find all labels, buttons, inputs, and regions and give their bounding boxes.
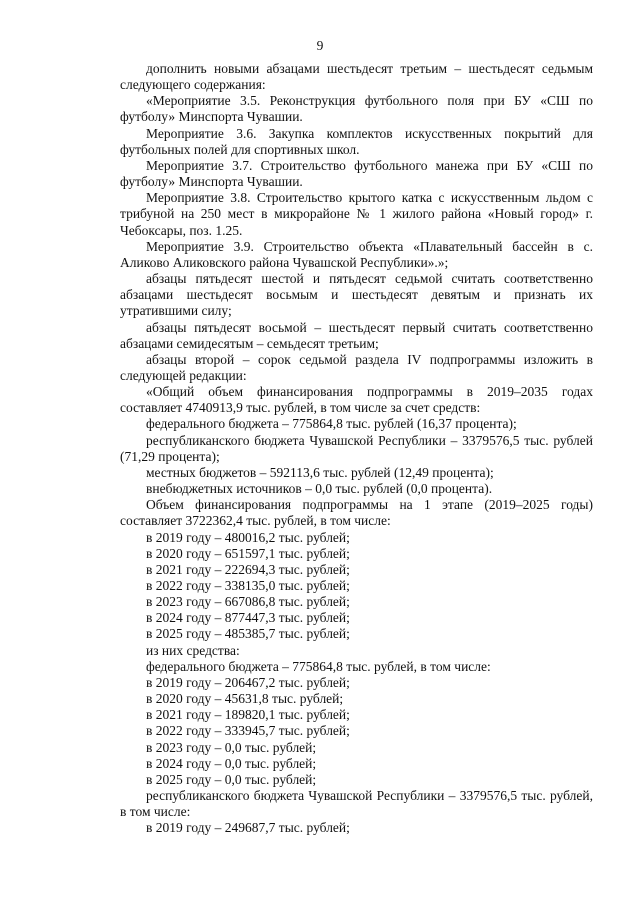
page-number: 9 xyxy=(316,38,324,53)
paragraph: Мероприятие 3.8. Строительство крытого катка с искусственным льдом с трибуной на 250 мест в микрорайоне № 1 жилого района «Новый город» г. Чебоксары, поз. 1.25. xyxy=(120,190,593,238)
paragraph: республиканского бюджета Чувашской Республики – 3379576,5 тыс. рублей (71,29 процента); xyxy=(120,432,593,464)
paragraph: в 2019 году – 206467,2 тыс. рублей; xyxy=(146,674,350,690)
paragraph: в 2022 году – 338135,0 тыс. рублей; xyxy=(146,578,350,593)
paragraph: в 2020 году – 651597,1 тыс. рублей; xyxy=(146,545,350,561)
paragraph: Мероприятие 3.6. Закупка комплектов искусственных покрытий для футбольных полей для спортивных школ. xyxy=(120,125,593,157)
paragraph: абзацы второй – сорок седьмой раздела IV подпрограммы изложить в следующей редакции: xyxy=(120,351,593,383)
paragraph: местных бюджетов – 592113,6 тыс. рублей (12,49 процента); xyxy=(146,464,494,480)
paragraph: в 2025 году – 485385,7 тыс. рублей; xyxy=(146,626,350,642)
paragraph: в 2020 году – 45631,8 тыс. рублей; xyxy=(146,691,344,707)
paragraph: в 2023 году – 0,0 тыс. рублей; xyxy=(146,739,317,755)
paragraph: дополнить новыми абзацами шестьдесят третьим – шестьдесят седьмым следующего содержания: xyxy=(120,61,593,93)
paragraph: в 2019 году – 480016,2 тыс. рублей; xyxy=(146,529,350,545)
paragraph: в 2024 году – 0,0 тыс. рублей; xyxy=(146,755,317,771)
paragraph: в 2021 году – 189820,1 тыс. рублей; xyxy=(146,707,350,723)
paragraph: «Мероприятие 3.5. Реконструкция футбольного поля при БУ «СШ по футболу» Минспорта Чувашии. xyxy=(120,93,593,125)
paragraph: из них средства: xyxy=(146,642,240,658)
paragraph: Объем финансирования подпрограммы на 1 этапе (2019–2025 годы) составляет 3722362,4 тыс. рублей, в том числе: xyxy=(120,497,593,529)
paragraph: в 2025 году – 0,0 тыс. рублей; xyxy=(146,771,317,787)
paragraph: республиканского бюджета Чувашской Республики – 3379576,5 тыс. рублей, в том числе: xyxy=(120,788,593,820)
paragraph: «Общий объем финансирования подпрограммы в 2019–2035 годах составляет 4740913,9 тыс. рублей, в том числе за счет средств: xyxy=(120,384,593,416)
paragraph: федерального бюджета – 775864,8 тыс. рублей, в том числе: xyxy=(146,658,491,674)
paragraph: в 2022 году – 333945,7 тыс. рублей; xyxy=(146,723,350,739)
paragraph: Мероприятие 3.7. Строительство футбольного манежа при БУ «СШ по футболу» Минспорта Чувашии. xyxy=(120,157,593,190)
paragraph: в 2019 году – 249687,7 тыс. рублей; xyxy=(146,820,350,836)
paragraph: федерального бюджета – 775864,8 тыс. рублей (16,37 процента); xyxy=(146,416,517,432)
document-body xyxy=(120,61,593,837)
paragraph: в 2021 году – 222694,3 тыс. рублей; xyxy=(146,561,350,577)
paragraph: в 2023 году – 667086,8 тыс. рублей; xyxy=(146,594,350,610)
paragraph: абзацы пятьдесят шестой и пятьдесят седьмой считать соответственно абзацами шестьдесят восьмым и шестьдесят девятым и признать их утратившими силу; xyxy=(120,271,593,319)
paragraph: внебюджетных источников – 0,0 тыс. рублей (0,0 процента). xyxy=(146,481,493,497)
paragraph: в 2024 году – 877447,3 тыс. рублей; xyxy=(146,610,350,626)
paragraph: Мероприятие 3.9. Строительство объекта «Плавательный бассейн в с. Аликово Аликовского района Чувашской Республики».»; xyxy=(120,238,593,270)
paragraph: абзацы пятьдесят восьмой – шестьдесят первый считать соответственно абзацами семидесятым – семьдесят третьим; xyxy=(120,319,593,351)
